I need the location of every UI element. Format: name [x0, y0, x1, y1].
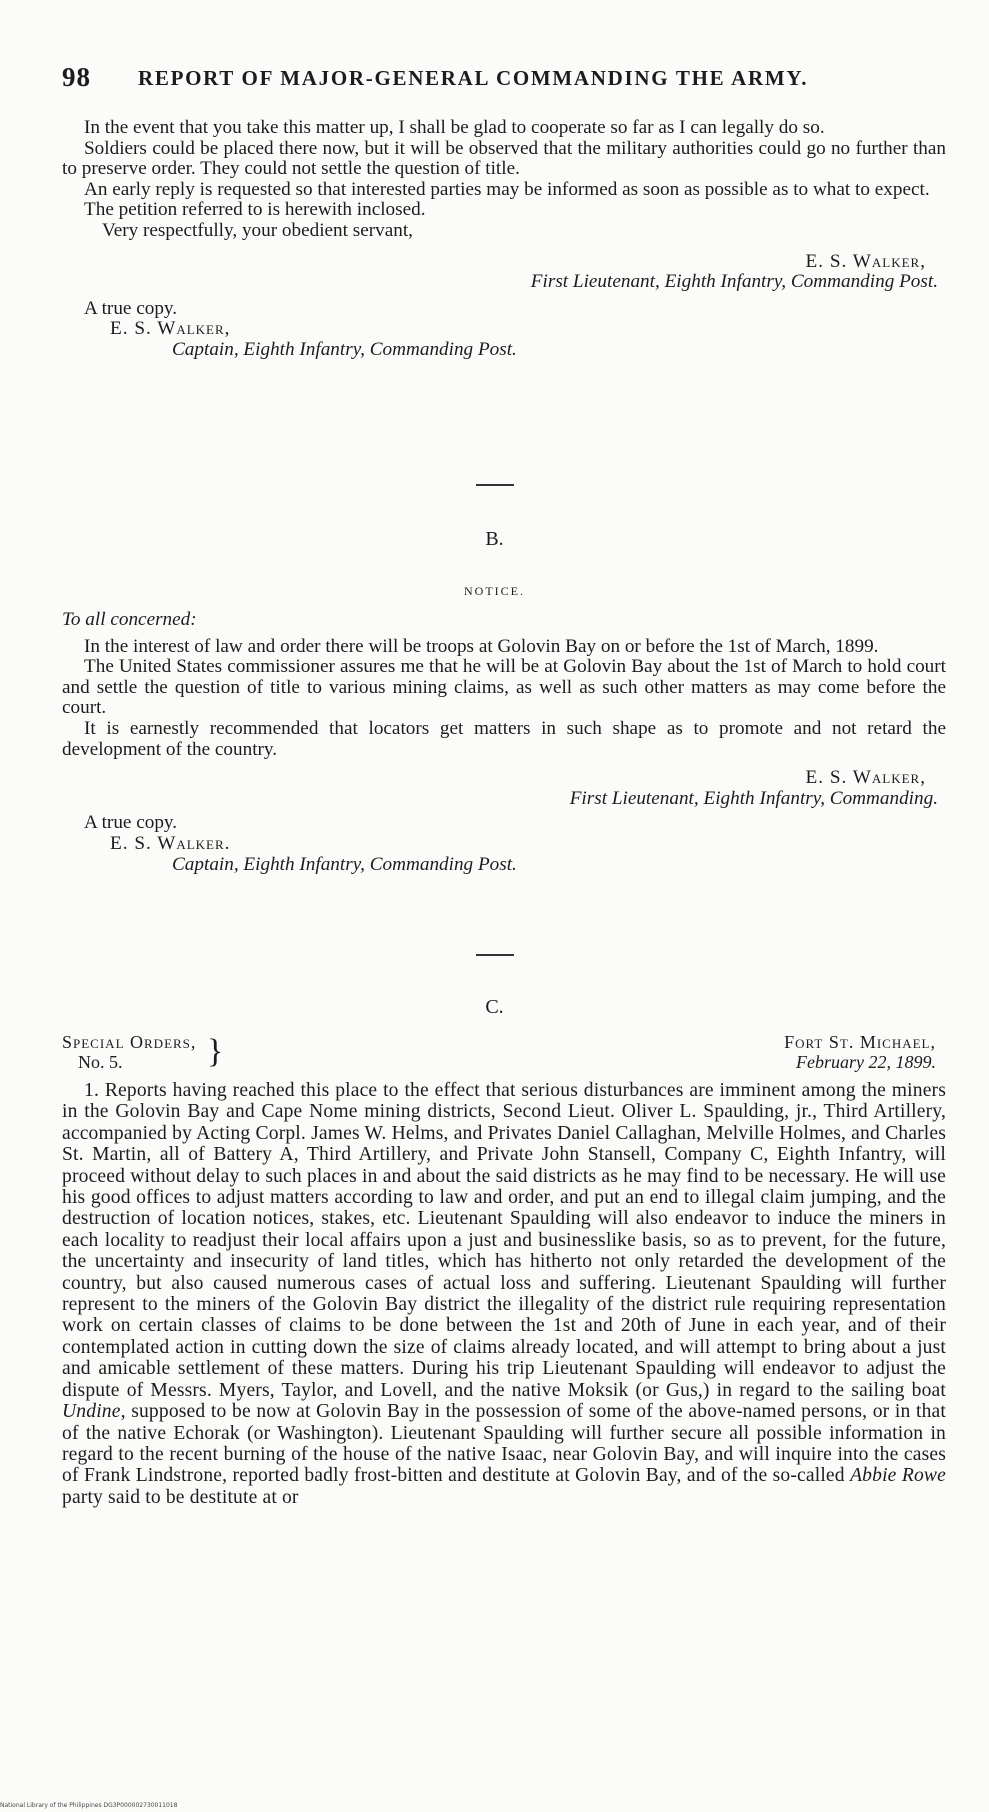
order-text: 1. Reports having reached this place to the effect that serious disturbances are imminent among the miners in the Golovin Bay and Cape Nome mining districts, Second Lieut. Oliver L. Spaulding, jr., Third Artillery, accompanied by Acting Corpl. James W. Helms, and Privates Daniel Callaghan, Melville Holmes, and Charles St. Martin, all of Battery A, Third Artillery, and Private John Stansell, Company C, Eighth Infantry, will proceed without delay to such places in and about the said districts as he may find to be necessary. He will use his good offices to adjust matters according to law and order, and put an end to illegal claim jumping, and the destruction of location notices, stakes, etc. Lieutenant Spaulding will also endeavor to induce the miners in each locality to readjust their local affairs upon a just and businesslike basis, so as to prevent, for the future, the uncertainty and insecurity of land titles, which has hitherto not only retarded the development of the country, but also caused numerous cases of actual loss and suffering. Lieutenant Spaulding will further represent to the miners of the Golovin Bay district the illegality of the district rule requiring representation work on certain classes of claims to be done between the 1st and 20th of June in each year, and of their contemplated action in cutting down the size of claims already located, and will attempt to bring about a just and amicable settlement of these matters. During his trip Lieutenant Spaulding will endeavor to adjust the dispute of Messrs. Myers, Taylor, and Lovell, and the native Moksik (or Gus,) in regard to the sailing boat [62, 1080, 946, 1401]
paragraph: Soldiers could be placed there now, but it will be observed that the military authorities could go no further than to preserve order. They could not settle the question of title. [62, 137, 946, 180]
orders-place-date [784, 1032, 936, 1072]
copy-signer: E. S. Walker. [110, 832, 231, 854]
true-copy: A true copy. [84, 812, 178, 834]
signer-title: First Lieutenant, Eighth Infantry, Commanding Post. [530, 271, 938, 293]
orders-number: No. 5. [78, 1052, 123, 1072]
paragraph: In the interest of law and order there will be troops at Golovin Bay on or before the 1st of March, 1899. [84, 635, 879, 657]
paragraph: The United States commissioner assures me that he will be at Golovin Bay about the 1st of March to hold court and settle the question of title to various mining claims, as well as such other matters as may come before the court. [62, 656, 946, 719]
salutation: To all concerned: [62, 609, 197, 630]
order-text: , supposed to be now at Golovin Bay in the possession of some of the above-named persons, or in that of the native Echorak (or Washington). Lieutenant Spaulding will further secure all possible information in regard to the recent burning of the house of the native Isaac, near Golovin Bay, and will inquire into the cases of Frank Lindstrone, reported badly frost-bitten and destitute at Golovin Bay, and of the so-called [62, 1401, 946, 1487]
paragraph: An early reply is requested so that interested parties may be informed as soon as possible as to what to expect. [84, 178, 930, 200]
orders-label [62, 1032, 196, 1072]
paragraph: The petition referred to is herewith inclosed. [84, 199, 426, 221]
signer-title: First Lieutenant, Eighth Infantry, Commanding. [569, 787, 938, 809]
section-divider [476, 954, 514, 956]
paragraph [62, 1080, 946, 1508]
copy-title: Captain, Eighth Infantry, Commanding Post. [172, 853, 517, 875]
orders-heading [62, 1032, 946, 1084]
copy-signer: E. S. Walker, [110, 318, 231, 340]
closing: Very respectfully, your obedient servant, [102, 219, 413, 241]
section-b-letter: B. [485, 528, 504, 550]
orders-title: Special Orders, [62, 1032, 197, 1052]
signer-name: E. S. Walker, [805, 250, 926, 272]
section-a [62, 118, 946, 361]
paragraph: It is earnestly recommended that locators get matters in such shape as to promote and not retard the development of the country. [62, 717, 946, 760]
source-watermark: National Library of the Philippines DG3P000002730011018 [0, 1802, 178, 1809]
section-divider [476, 484, 514, 486]
paragraph: In the event that you take this matter up, I shall be glad to cooperate so far as I can legally do so. [84, 117, 825, 138]
section-c-body [62, 1080, 946, 1508]
boat-name: Undine [62, 1401, 121, 1423]
section-c-letter: C. [485, 996, 504, 1018]
true-copy: A true copy. [84, 297, 178, 319]
copy-title: Captain, Eighth Infantry, Commanding Post. [172, 338, 517, 360]
notice-heading: NOTICE. [464, 584, 525, 598]
running-head: REPORT OF MAJOR-GENERAL COMMANDING THE ARMY. [138, 66, 809, 90]
orders-place: Fort St. Michael, [784, 1032, 936, 1052]
page-header [62, 62, 932, 96]
signer-name: E. S. Walker, [805, 767, 926, 789]
party-name: Abbie Rowe [850, 1465, 946, 1487]
orders-date: February 22, 1899. [796, 1052, 936, 1072]
order-text: party said to be destitute at or [62, 1486, 299, 1508]
section-b [62, 610, 946, 875]
brace-glyph: } [207, 1033, 224, 1070]
page-number: 98 [62, 62, 91, 92]
